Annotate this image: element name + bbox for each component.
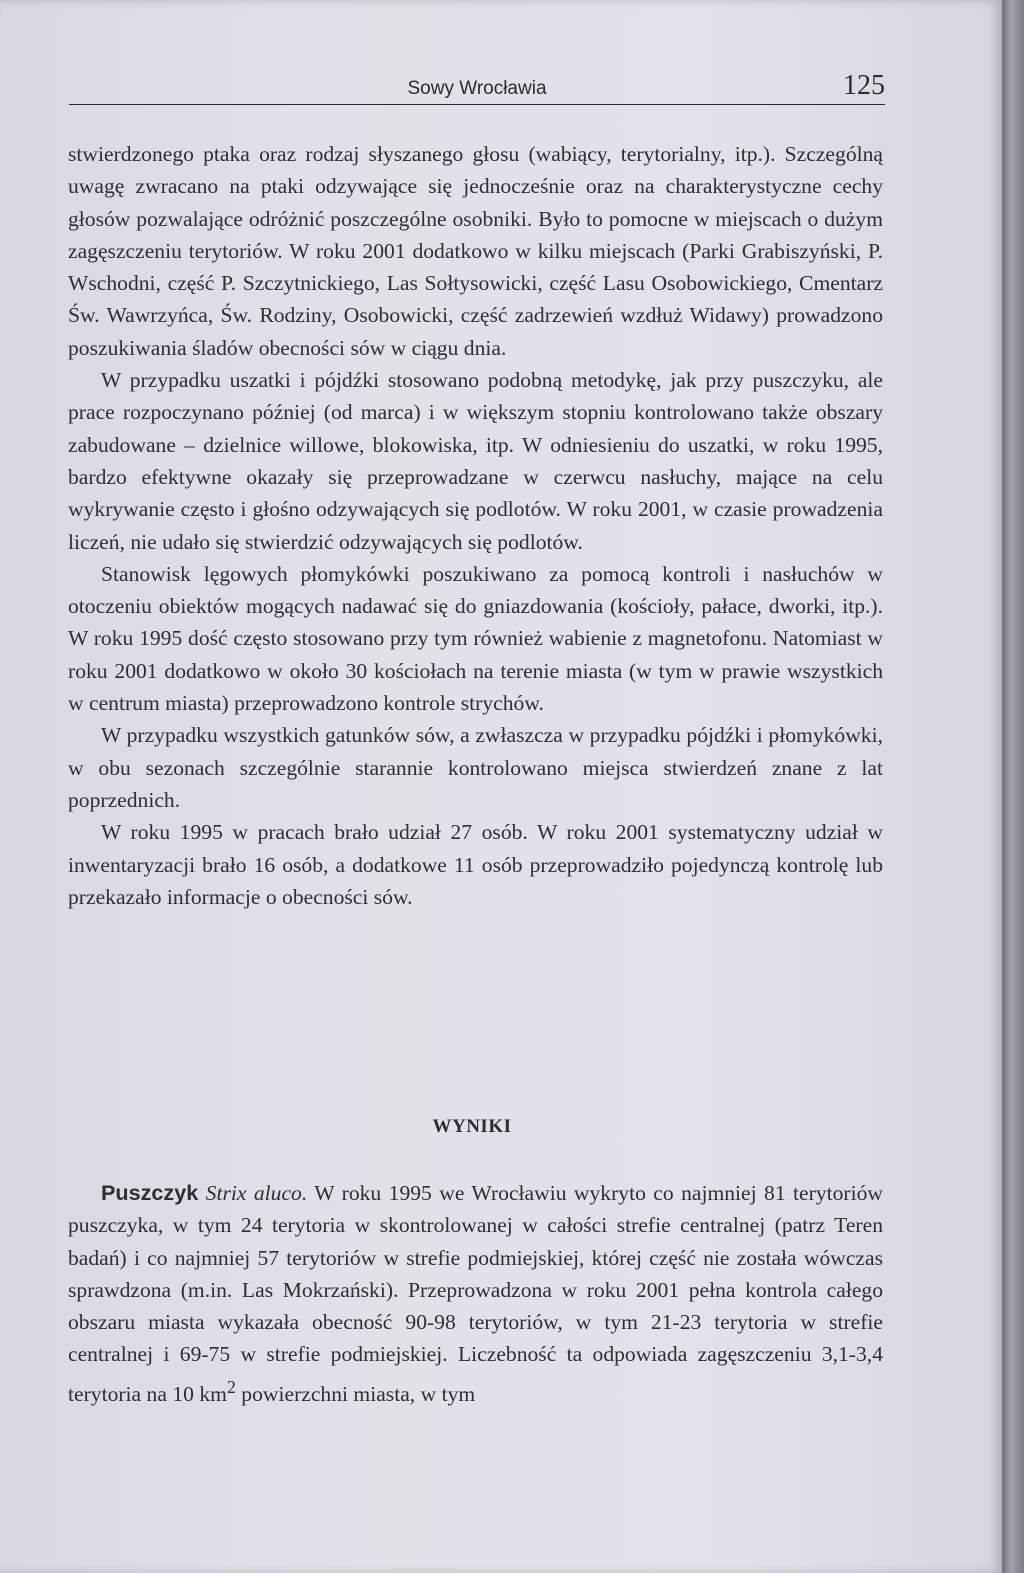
book-edge [1002,0,1024,1573]
body-text-results [68,1177,883,1410]
page-number: 125 [843,70,885,101]
species-latin-name: Strix aluco. [205,1181,308,1205]
running-title: Sowy Wrocławia [407,78,547,99]
species-paragraph [68,1177,883,1410]
running-header [69,70,885,105]
species-text-end: powierzchni miasta, w tym [235,1381,476,1406]
paragraph: W przypadku uszatki i pójdźki stosowano podobną metodykę, jak przy puszczyku, ale prace rozpoczynano później (od marca) i w większym stopniu kontrolowano także obszary zabudowane – dzielnice willowe, blokowiska, itp. W odniesieniu do uszatki, w roku 1995, bardzo efektywne okazały się przeprowadzane w czerwcu nasłuchy, mające na celu wykrywanie często i głośno odzywających się podlotów. W roku 2001, w czasie prowadzenia liczeń, nie udało się stwierdzić odzywających się podlotów. [68,368,883,554]
paragraph: W przypadku wszystkich gatunków sów, a zwłaszcza w przypadku pójdźki i płomykówki, w obu sezonach szczególnie starannie kontrolowano miejsca stwierdzeń znane z lat poprzednich. [68,723,883,812]
section-heading: WYNIKI [432,1116,512,1137]
body-text-methods [68,138,883,913]
paragraph: W roku 1995 w pracach brało udział 27 osób. W roku 2001 systematyczny udział w inwentaryzacji brało 16 osób, a dodatkowe 11 osób przeprowadziło pojedynczą kontrolę lub przekazało informacje o obecności sów. [68,820,883,909]
paragraph: Stanowisk lęgowych płomykówki poszukiwano za pomocą kontroli i nasłuchów w otoczeniu obiektów mogących nadawać się do gniazdowania (kościoły, pałace, dworki, itp.). W roku 1995 dość często stosowano przy tym również wabienie z magnetofonu. Natomiast w roku 2001 dodatkowo w około 30 kościołach na terenie miasta (w tym w prawie wszystkich w centrum miasta) przeprowadzono kontrole strychów. [68,561,883,716]
superscript: 2 [226,1376,236,1397]
paragraph: stwierdzonego ptaka oraz rodzaj słyszanego głosu (wabiący, terytorialny, itp.). Szczególną uwagę zwracano na ptaki odzywające się jednocześnie oraz na charakterystyczne cechy głosów pozwalające odróżnić poszczególne osobniki. Było to pomocne w miejscach o dużym zagęszczeniu terytoriów. W roku 2001 dodatkowo w kilku miejscach (Parki Grabiszyński, P. Wschodni, część P. Szczytnickiego, Las Sołtysowicki, część Lasu Osobowickiego, Cmentarz Św. Wawrzyńca, Św. Rodziny, Osobowicki, część zadrzewień wzdłuż Widawy) prowadzono poszukiwania śladów obecności sów w ciągu dnia. [68,142,883,360]
species-name: Puszczyk [101,1180,199,1205]
species-text: W roku 1995 we Wrocławiu wykryto co najmniej 81 terytoriów puszczyka, w tym 24 terytoria w skontrolowanej w całości strefie centralnej (patrz Teren badań) i co najmniej 57 terytoriów w strefie podmiejskiej, której część nie została wówczas sprawdzona (m.in. Las Mokrzański). Przeprowadzona w roku 2001 pełna kontrola całego obszaru miasta wykazała obecność 90-98 terytoriów, w tym 21-23 terytoria w strefie centralnej i 69-75 w strefie podmiejskiej. Liczebność ta odpowiada zagęszczeniu 3,1-3,4 terytoria na 10 km [68,1181,883,1406]
